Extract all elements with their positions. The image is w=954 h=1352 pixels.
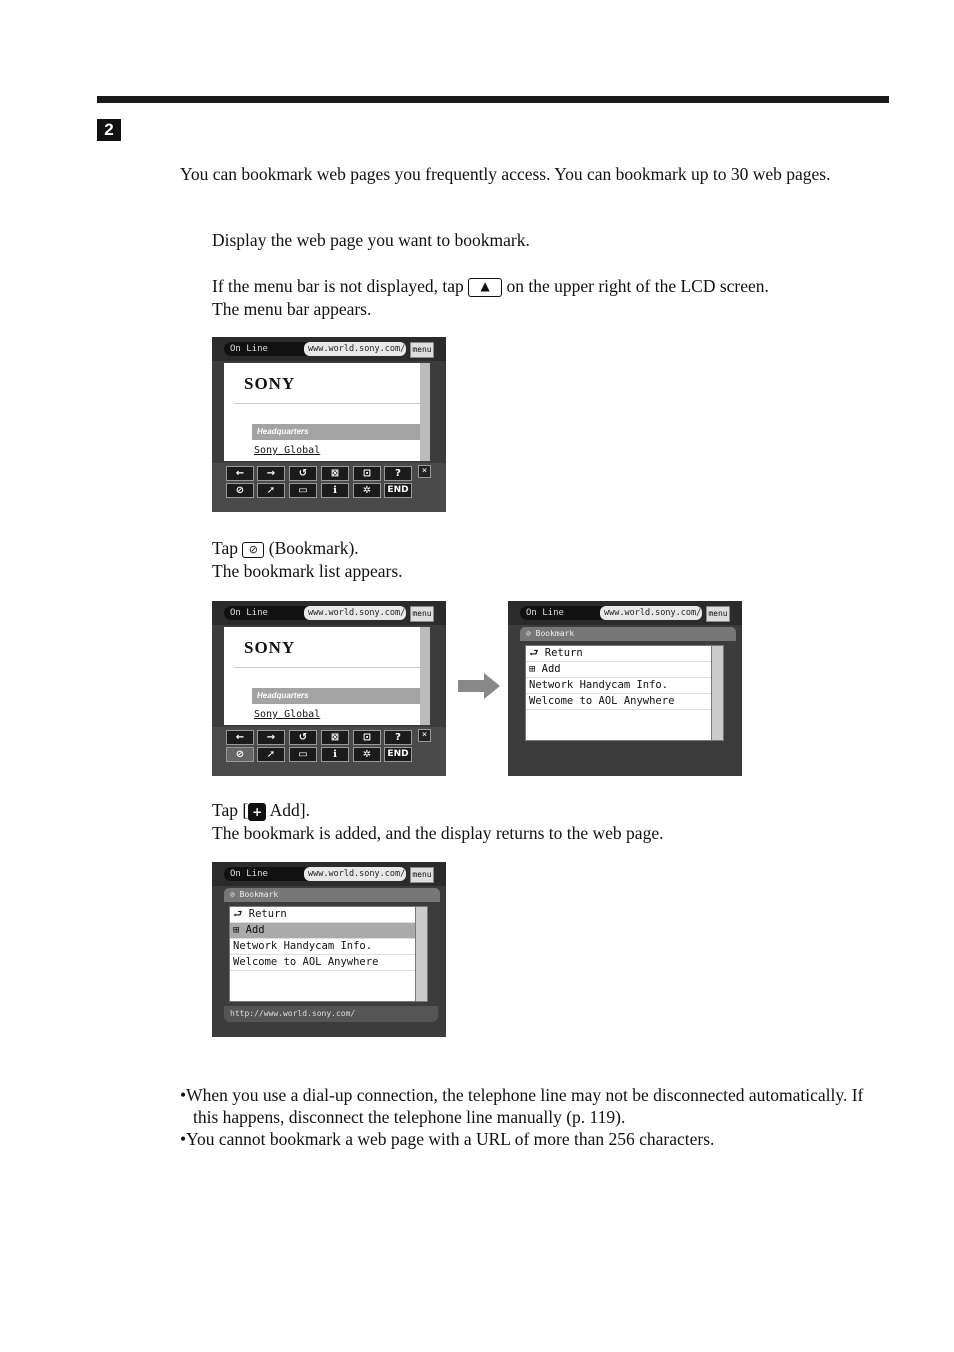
url-field: www.world.sony.com/ <box>304 606 406 620</box>
note-item: •You cannot bookmark a web page with a URL of more than 256 characters. <box>180 1129 715 1149</box>
notes <box>180 1084 880 1150</box>
forward-icon: → <box>257 730 285 745</box>
menu-toolbar <box>212 463 446 512</box>
sony-logo: SONY <box>244 374 296 393</box>
reload-icon: ↺ <box>289 466 317 481</box>
step-1-text: Display the web page you want to bookmark. <box>212 230 530 250</box>
list-item: Network Handycam Info. <box>526 678 711 694</box>
forward-icon: → <box>257 466 285 481</box>
list-item: ⊞ Add <box>230 923 415 939</box>
stop-icon: ⊠ <box>321 730 349 745</box>
list-item: Welcome to AOL Anywhere <box>526 694 711 710</box>
list-item: ⊞ Add <box>526 662 711 678</box>
send-icon: ➚ <box>257 483 285 498</box>
intro-text: You can bookmark web pages you frequently access. You can bookmark up to 30 web pages. <box>180 164 831 184</box>
list-item-label: Add <box>541 663 561 675</box>
step-2-text-a: If the menu bar is not displayed, tap <box>212 276 464 296</box>
bookmark-list <box>525 645 712 741</box>
note-text: You cannot bookmark a web page with a URL of more than 256 characters. <box>186 1129 715 1149</box>
settings-icon: ✲ <box>353 747 381 762</box>
close-icon: × <box>418 729 431 742</box>
reload-icon: ↺ <box>289 730 317 745</box>
back-icon: ← <box>226 730 254 745</box>
header-rule <box>97 96 889 103</box>
add-key-icon: + <box>248 803 266 821</box>
step-3-text-b: (Bookmark). <box>268 538 359 558</box>
bookmark-key-icon: ⊘ <box>242 542 264 558</box>
divider <box>234 667 420 668</box>
status-bar <box>212 601 446 625</box>
web-content <box>224 363 420 461</box>
url-field: www.world.sony.com/ <box>600 606 702 620</box>
screenshot-web-page-2 <box>212 601 446 776</box>
step-4-text-b: Add]. <box>269 800 310 820</box>
screenshot-bookmark-list-1 <box>508 601 742 776</box>
zoom-icon: ⊡ <box>353 466 381 481</box>
menu-button: menu <box>410 342 434 358</box>
step-4-text-a: Tap [ <box>212 800 249 820</box>
online-status: On Line <box>224 342 314 356</box>
bookmark-list <box>229 906 416 1002</box>
step-4-text-c: The bookmark is added, and the display returns to the web page. <box>212 823 664 843</box>
note-text: When you use a dial-up connection, the telephone line may not be disconnected automatically. If this happens, disconnect the telephone line manually (p. 119). <box>186 1085 864 1127</box>
step-2-text <box>212 275 912 321</box>
url-field: www.world.sony.com/ <box>304 867 406 881</box>
list-item: Welcome to AOL Anywhere <box>230 955 415 971</box>
sony-logo: SONY <box>244 638 296 657</box>
sony-global-link: Sony Global <box>254 709 321 720</box>
stop-icon: ⊠ <box>321 466 349 481</box>
step-3-text <box>212 537 403 583</box>
headquarters-bar: Headquarters <box>252 688 425 704</box>
info-icon: ℹ <box>321 483 349 498</box>
bookmark-title: ⊘ Bookmark <box>224 888 440 902</box>
zoom-icon: ⊡ <box>353 730 381 745</box>
end-button: END <box>384 747 412 762</box>
list-item: Network Handycam Info. <box>230 939 415 955</box>
scrollbar <box>420 627 430 725</box>
menu-toolbar <box>212 727 446 776</box>
menu-button: menu <box>706 606 730 622</box>
status-bar <box>212 337 446 361</box>
menu-button: menu <box>410 867 434 883</box>
step-3-text-c: The bookmark list appears. <box>212 561 403 581</box>
headquarters-bar: Headquarters <box>252 424 425 440</box>
bookmark-title: ⊘ Bookmark <box>520 627 736 641</box>
scrollbar <box>415 906 428 1002</box>
send-icon: ➚ <box>257 747 285 762</box>
step-3-text-a: Tap <box>212 538 238 558</box>
help-icon: ? <box>384 466 412 481</box>
help-icon: ? <box>384 730 412 745</box>
end-button: END <box>384 483 412 498</box>
menu-button: menu <box>410 606 434 622</box>
list-item: ⮐ Return <box>230 907 415 923</box>
online-status: On Line <box>520 606 610 620</box>
sony-global-link: Sony Global <box>254 445 321 456</box>
window-icon: ▭ <box>289 483 317 498</box>
status-bar <box>508 601 742 625</box>
list-item-label: Return <box>544 647 583 659</box>
step-marker: 2 <box>97 119 121 141</box>
close-icon: × <box>418 465 431 478</box>
window-icon: ▭ <box>289 747 317 762</box>
url-field: www.world.sony.com/ <box>304 342 406 356</box>
bookmark-icon: ⊘ <box>226 483 254 498</box>
footer-url: http://www.world.sony.com/ <box>224 1006 438 1022</box>
divider <box>234 403 420 404</box>
arrow-right-icon <box>458 673 502 699</box>
screenshot-bookmark-list-2 <box>212 862 446 1037</box>
settings-icon: ✲ <box>353 483 381 498</box>
screenshot-web-page-1 <box>212 337 446 512</box>
note-item: •When you use a dial-up connection, the telephone line may not be disconnected automatically. If this happens, disconnect the telephone line manually (p. 119). <box>180 1085 864 1127</box>
list-item: ⮐ Return <box>526 646 711 662</box>
status-bar <box>212 862 446 886</box>
list-item-label: Add <box>245 924 265 936</box>
bookmark-icon: ⊘ <box>226 747 254 762</box>
back-icon: ← <box>226 466 254 481</box>
info-icon: ℹ <box>321 747 349 762</box>
bookmark-title-label: Bookmark <box>535 629 575 638</box>
menu-up-key-icon: ▲ <box>468 278 502 297</box>
scrollbar <box>711 645 724 741</box>
step-2-text-b: on the upper right of the LCD screen. <box>506 276 769 296</box>
web-content <box>224 627 420 725</box>
online-status: On Line <box>224 867 314 881</box>
step-2-text-c: The menu bar appears. <box>212 299 372 319</box>
scrollbar <box>420 363 430 461</box>
step-4-text <box>212 799 663 845</box>
bookmark-title-label: Bookmark <box>239 890 279 899</box>
online-status: On Line <box>224 606 314 620</box>
list-item-label: Return <box>248 908 287 920</box>
